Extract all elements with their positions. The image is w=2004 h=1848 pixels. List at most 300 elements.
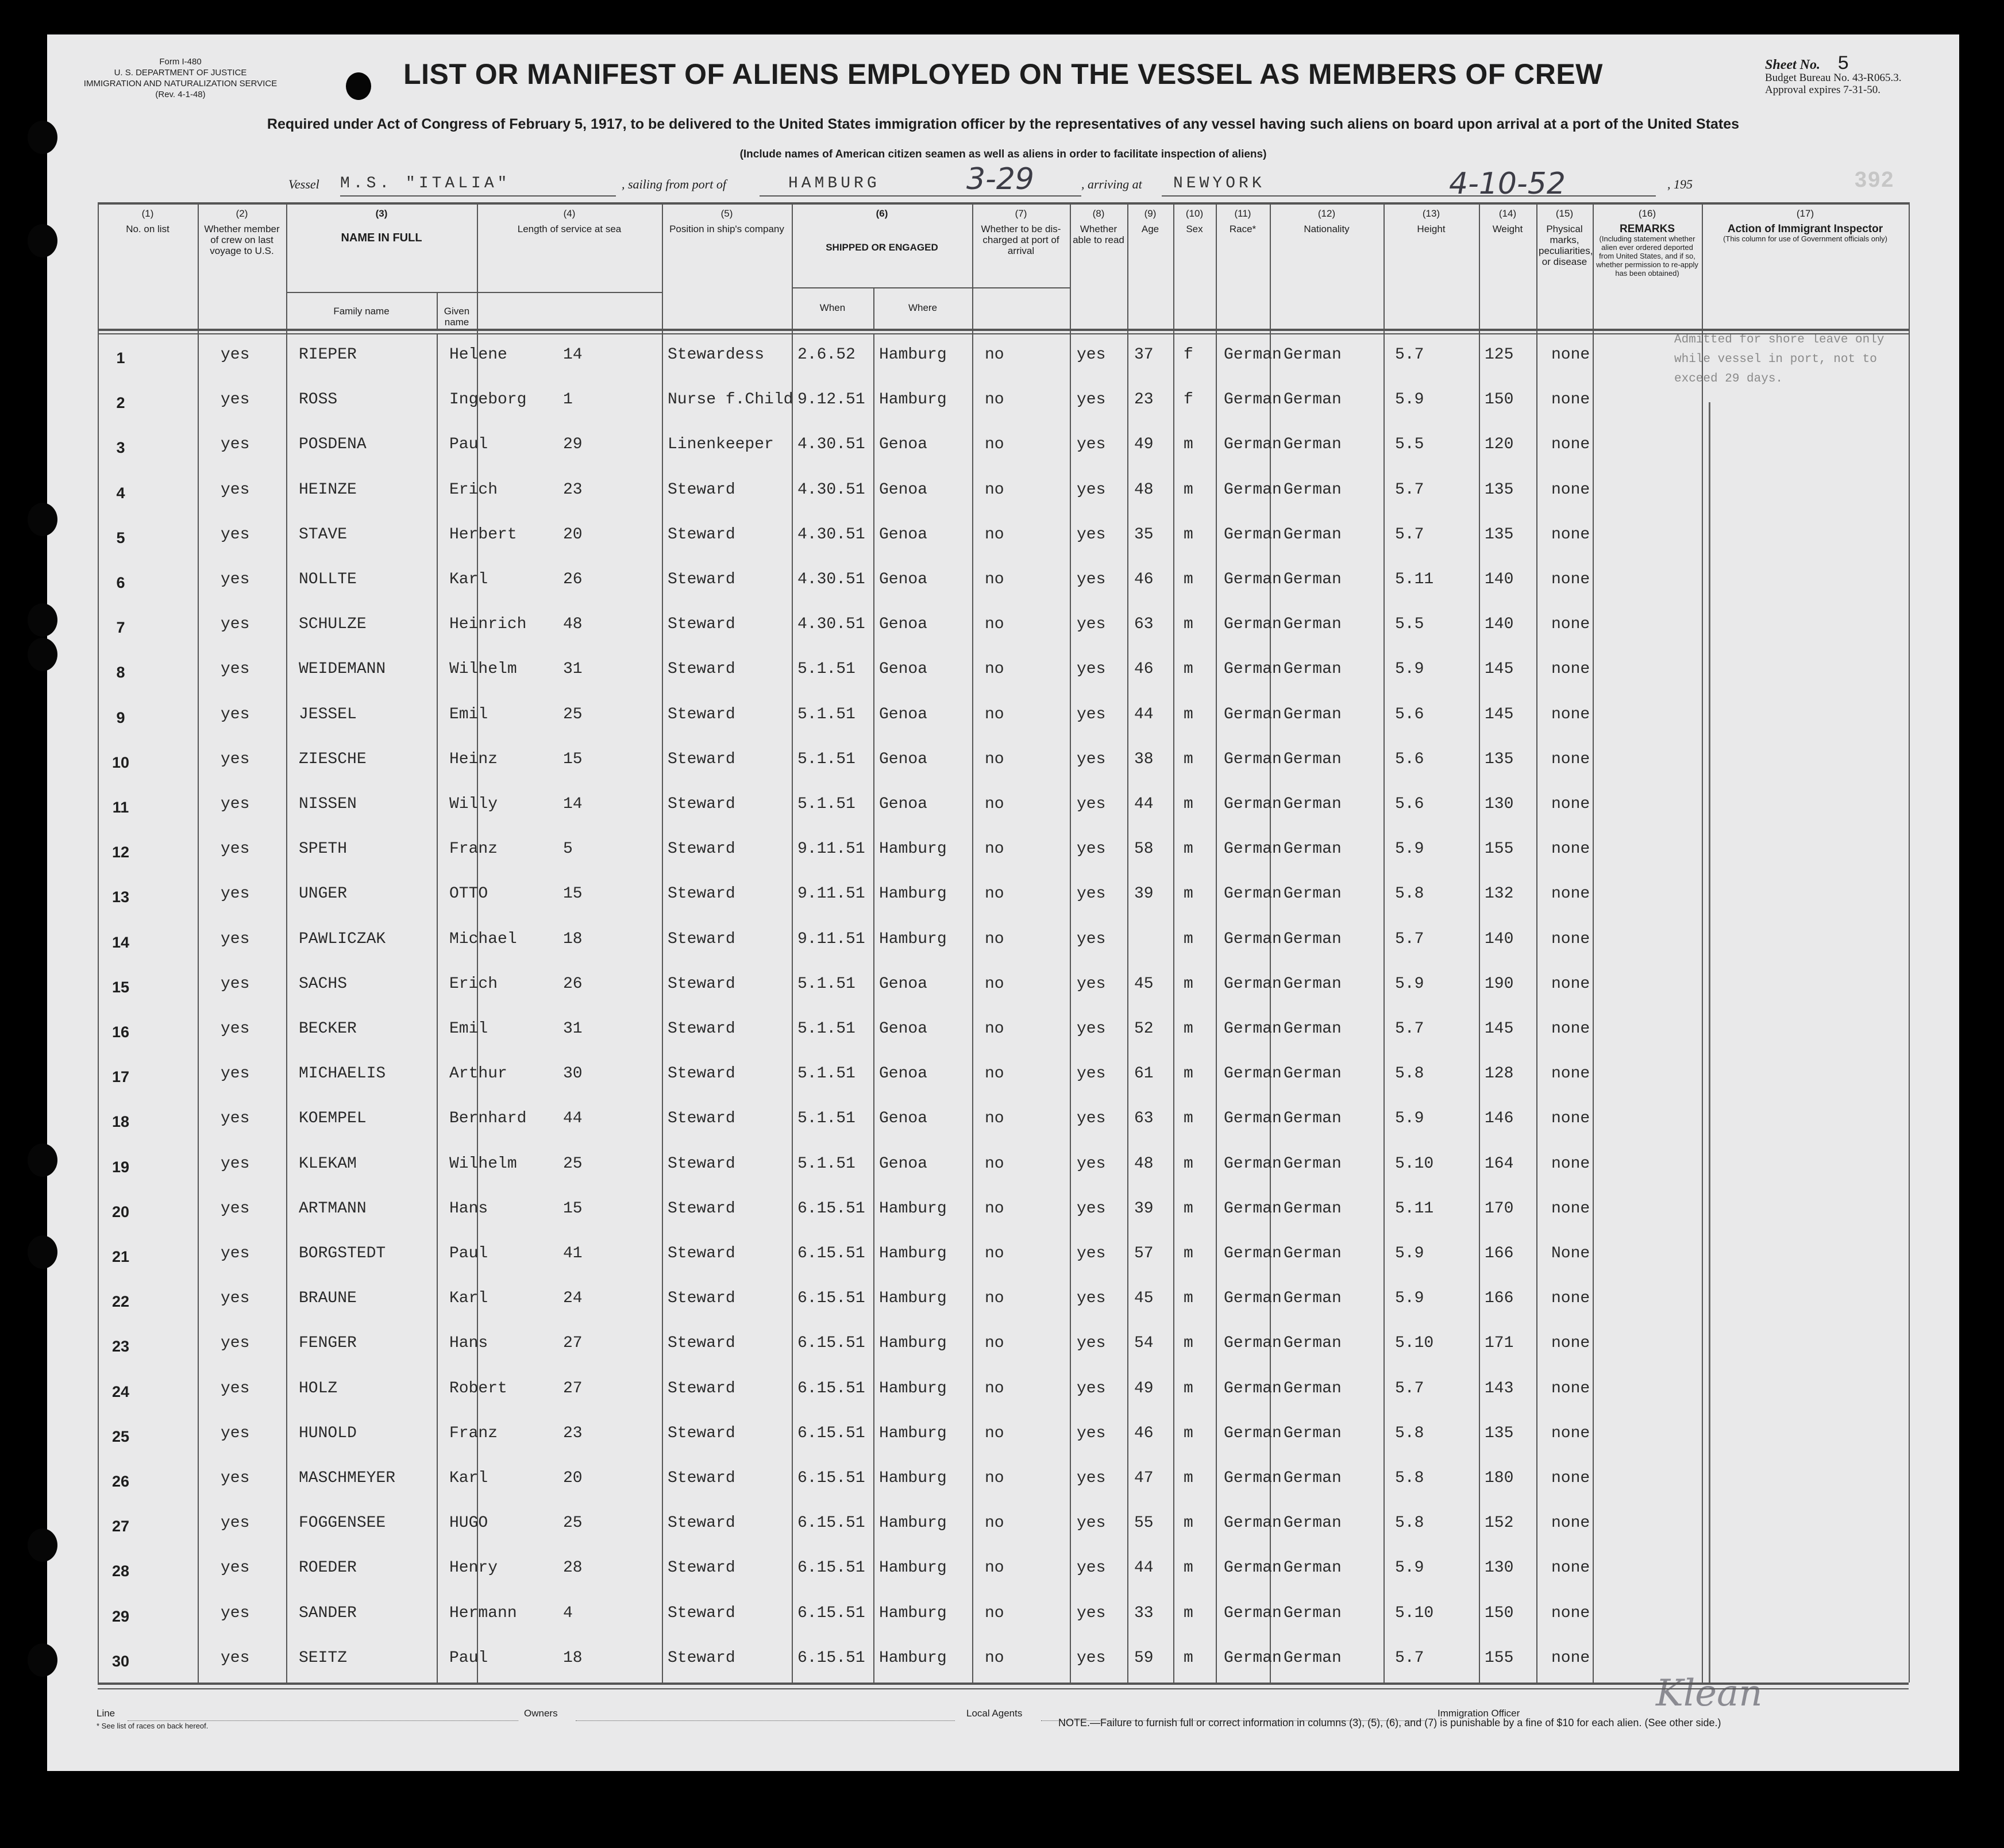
punch-hole xyxy=(28,1529,57,1562)
cell-when: 9.11.51 xyxy=(797,930,865,948)
cell-height: 5.9 xyxy=(1395,1559,1424,1577)
cell-given: Arthur xyxy=(449,1065,507,1083)
cell-age: 23 xyxy=(1134,391,1154,409)
cell-family: RIEPER xyxy=(299,346,357,364)
cell-family: KLEKAM xyxy=(299,1154,357,1173)
cell-marks: none xyxy=(1551,1424,1590,1442)
cell-discharged: no xyxy=(985,795,1004,813)
cell-when: 5.1.51 xyxy=(797,975,855,993)
cell-when: 5.1.51 xyxy=(797,1065,855,1083)
manifest-sheet xyxy=(47,34,1959,1771)
cell-height: 5.9 xyxy=(1395,1245,1424,1262)
cell-when: 9.11.51 xyxy=(797,885,865,903)
cell-read: yes xyxy=(1077,1334,1106,1353)
cell-position: Steward xyxy=(668,885,735,903)
row-number: 11 xyxy=(112,799,129,816)
cell-given: Wilhelm xyxy=(449,1154,517,1173)
cell-sex: m xyxy=(1184,1469,1193,1487)
cell-marks: none xyxy=(1551,1110,1590,1128)
row-number: 9 xyxy=(116,709,125,726)
header-length-of-service-num: (4) xyxy=(563,208,576,219)
cell-height: 5.10 xyxy=(1395,1604,1434,1622)
cell-family: SPETH xyxy=(299,840,348,858)
cell-race: German xyxy=(1224,1604,1282,1622)
cell-given: HUGO xyxy=(449,1514,488,1533)
cell-when: 6.15.51 xyxy=(797,1245,865,1262)
row-number: 7 xyxy=(116,619,125,637)
cell-height: 5.7 xyxy=(1395,480,1424,499)
row-number: 3 xyxy=(116,439,125,457)
cell-weight: 140 xyxy=(1485,930,1514,948)
cell-when: 4.30.51 xyxy=(797,571,865,588)
cell-nationality: German xyxy=(1284,571,1342,588)
cell-family: NISSEN xyxy=(299,795,357,813)
cell-when: 6.15.51 xyxy=(797,1604,865,1622)
cell-race: German xyxy=(1224,660,1282,679)
cell-discharged: no xyxy=(985,615,1004,634)
header-age xyxy=(1130,208,1171,234)
punch-hole xyxy=(28,1235,57,1269)
cell-given: Paul xyxy=(449,1245,488,1262)
grid-line xyxy=(1127,202,1128,1683)
cell-when: 5.1.51 xyxy=(797,1020,855,1038)
cell-weight: 171 xyxy=(1485,1334,1514,1353)
budget-number: Budget Bureau No. 43-R065.3. xyxy=(1765,72,1902,84)
cell-height: 5.5 xyxy=(1395,615,1424,634)
cell-weight: 166 xyxy=(1485,1289,1514,1308)
cell-sex: m xyxy=(1184,705,1193,723)
cell-race: German xyxy=(1224,1065,1282,1083)
cell-age: 59 xyxy=(1134,1649,1154,1667)
cell-given: Karl xyxy=(449,571,488,588)
cell-where: Genoa xyxy=(879,1065,928,1083)
header-able-to-read-num: (8) xyxy=(1092,208,1105,219)
cell-service: 25 xyxy=(563,1154,583,1173)
cell-given: Robert xyxy=(449,1379,507,1397)
footer-line-label: Line xyxy=(97,1708,115,1719)
row-number: 24 xyxy=(111,1383,130,1400)
cell-age: 48 xyxy=(1134,1154,1154,1173)
cell-position: Steward xyxy=(668,1334,735,1353)
cell-when: 9.12.51 xyxy=(797,391,865,409)
cell-marks: none xyxy=(1551,346,1590,364)
cell-height: 5.9 xyxy=(1395,660,1424,679)
row-number: 21 xyxy=(111,1248,130,1265)
cell-age: 52 xyxy=(1134,1020,1154,1038)
cell-crew: yes xyxy=(221,1020,250,1038)
cell-marks: none xyxy=(1551,391,1590,409)
cell-weight: 135 xyxy=(1485,750,1514,768)
cell-when: 6.15.51 xyxy=(797,1514,865,1533)
footer-owners-label: Owners xyxy=(524,1708,558,1719)
cell-given: Karl xyxy=(449,1469,488,1487)
cell-marks: none xyxy=(1551,1020,1590,1038)
header-shipped-engaged xyxy=(794,208,970,253)
cell-race: German xyxy=(1224,391,1282,409)
header-physical-marks-num: (15) xyxy=(1555,208,1574,219)
cell-given: Franz xyxy=(449,1424,498,1442)
cell-family: FENGER xyxy=(299,1334,357,1353)
header-height xyxy=(1386,208,1477,234)
cell-nationality: German xyxy=(1284,1559,1342,1577)
header-sex-label: Sex xyxy=(1186,224,1203,234)
cell-crew: yes xyxy=(221,660,250,679)
cell-discharged: no xyxy=(985,436,1004,454)
cell-marks: none xyxy=(1551,795,1590,813)
cell-when: 6.15.51 xyxy=(797,1289,865,1308)
cell-position: Steward xyxy=(668,1065,735,1083)
cell-sex: f xyxy=(1184,391,1193,409)
header-race-num: (11) xyxy=(1234,208,1251,219)
cell-weight: 128 xyxy=(1485,1065,1514,1083)
cell-height: 5.8 xyxy=(1395,1469,1424,1487)
cell-family: ARTMANN xyxy=(299,1199,367,1218)
cell-nationality: German xyxy=(1284,1065,1342,1083)
cell-family: HUNOLD xyxy=(299,1424,357,1442)
remarks-line-1: Admitted for shore leave only xyxy=(1674,333,1884,346)
punch-hole xyxy=(28,638,57,671)
header-crew-last-voyage-label: Whether member of crew on last voyage to U.S. xyxy=(204,224,280,256)
include-note: (Include names of American citizen seamen as well as aliens in order to facilitate inspection of aliens) xyxy=(739,148,1267,160)
cell-marks: none xyxy=(1551,1199,1590,1218)
cell-position: Steward xyxy=(668,571,735,588)
cell-family: SANDER xyxy=(299,1604,357,1622)
cell-nationality: German xyxy=(1284,1649,1342,1667)
cell-read: yes xyxy=(1077,840,1106,858)
cell-sex: m xyxy=(1184,1199,1193,1218)
header-remarks-label: REMARKS xyxy=(1619,223,1675,235)
port-from-underline xyxy=(760,195,1081,197)
cell-given: Bernhard xyxy=(449,1110,527,1128)
cell-position: Steward xyxy=(668,795,735,813)
cell-family: HEINZE xyxy=(299,480,357,499)
cell-age: 58 xyxy=(1134,840,1154,858)
cell-discharged: no xyxy=(985,525,1004,544)
fine-note: NOTE.—Failure to furnish full or correct information in columns (3), (5), (6), and (7) is punishable by a fine of $10 for each alien. (See other side.) xyxy=(1058,1717,1721,1728)
header-nationality xyxy=(1272,208,1381,234)
cell-family: ZIESCHE xyxy=(299,750,367,768)
cell-crew: yes xyxy=(221,1245,250,1262)
cell-where: Hamburg xyxy=(879,840,947,858)
cell-service: 31 xyxy=(563,1020,583,1038)
cell-weight: 120 xyxy=(1485,436,1514,454)
cell-age: 39 xyxy=(1134,885,1154,903)
header-length-of-service xyxy=(479,208,660,234)
cell-read: yes xyxy=(1077,1110,1106,1128)
cell-sex: m xyxy=(1184,885,1193,903)
header-action-inspector-num: (17) xyxy=(1796,208,1814,219)
cell-given: Hans xyxy=(449,1199,488,1218)
cell-race: German xyxy=(1224,750,1282,768)
header-position xyxy=(664,208,789,234)
cell-height: 5.6 xyxy=(1395,750,1424,768)
cell-position: Steward xyxy=(668,480,735,499)
cell-nationality: German xyxy=(1284,1110,1342,1128)
cell-marks: none xyxy=(1551,750,1590,768)
cell-weight: 170 xyxy=(1485,1199,1514,1218)
cell-family: BECKER xyxy=(299,1020,357,1038)
races-note: * See list of races on back hereof. xyxy=(97,1722,209,1730)
cell-given: Michael xyxy=(449,930,517,948)
cell-where: Hamburg xyxy=(879,1469,947,1487)
cell-age: 57 xyxy=(1134,1245,1154,1262)
grid-line xyxy=(286,292,662,293)
header-family-name: Family name xyxy=(333,306,390,317)
cell-position: Steward xyxy=(668,1245,735,1262)
cell-position: Steward xyxy=(668,750,735,768)
cell-family: HOLZ xyxy=(299,1379,338,1397)
header-weight-label: Weight xyxy=(1492,224,1523,234)
cell-where: Hamburg xyxy=(879,1604,947,1622)
stamp-number: 392 xyxy=(1855,168,1895,192)
cell-weight: 135 xyxy=(1485,480,1514,499)
row-number: 1 xyxy=(116,349,125,367)
cell-race: German xyxy=(1224,1334,1282,1353)
grid-line xyxy=(1909,202,1910,1683)
cell-family: BRAUNE xyxy=(299,1289,357,1308)
cell-given: Emil xyxy=(449,1020,488,1038)
cell-service: 5 xyxy=(563,840,573,858)
year-label: , 195 xyxy=(1667,177,1693,191)
cell-service: 28 xyxy=(563,1559,583,1577)
cell-where: Genoa xyxy=(879,795,928,813)
cell-service: 18 xyxy=(563,1649,583,1667)
cell-when: 6.15.51 xyxy=(797,1199,865,1218)
cell-position: Steward xyxy=(668,1469,735,1487)
cell-weight: 135 xyxy=(1485,1424,1514,1442)
inspector-signature: Klean xyxy=(1656,1672,1763,1715)
cell-age: 46 xyxy=(1134,1424,1154,1442)
row-number: 14 xyxy=(111,933,130,951)
cell-discharged: no xyxy=(985,1199,1004,1218)
cell-nationality: German xyxy=(1284,1379,1342,1397)
header-name-in-full xyxy=(288,208,475,244)
cell-height: 5.8 xyxy=(1395,1514,1424,1533)
cell-discharged: no xyxy=(985,750,1004,768)
punch-hole xyxy=(28,224,57,257)
arrival-date: 4-10-52 xyxy=(1449,167,1566,201)
row-number: 6 xyxy=(116,574,125,591)
row-number: 15 xyxy=(111,978,130,996)
cell-height: 5.7 xyxy=(1395,346,1424,364)
cell-family: UNGER xyxy=(299,885,348,903)
grid-line xyxy=(972,202,973,1683)
cell-race: German xyxy=(1224,885,1282,903)
grid-line xyxy=(98,1688,1909,1689)
header-able-to-read-label: Whether able to read xyxy=(1073,224,1124,245)
cell-height: 5.11 xyxy=(1395,1199,1434,1218)
cell-position: Steward xyxy=(668,525,735,544)
cell-height: 5.10 xyxy=(1395,1334,1434,1353)
port-to: NEWYORK xyxy=(1173,175,1265,192)
cell-family: PAWLICZAK xyxy=(299,930,386,948)
row-number: 28 xyxy=(111,1562,130,1580)
footer-owners-rule xyxy=(576,1720,955,1721)
cell-nationality: German xyxy=(1284,975,1342,993)
cell-position: Steward xyxy=(668,975,735,993)
cell-race: German xyxy=(1224,1199,1282,1218)
cell-weight: 130 xyxy=(1485,795,1514,813)
row-number: 17 xyxy=(111,1068,130,1086)
cell-where: Genoa xyxy=(879,750,928,768)
grid-line xyxy=(98,333,1909,334)
cell-position: Steward xyxy=(668,1289,735,1308)
header-crew-last-voyage xyxy=(200,208,284,256)
row-number: 29 xyxy=(111,1607,130,1625)
cell-discharged: no xyxy=(985,1110,1004,1128)
cell-where: Genoa xyxy=(879,1020,928,1038)
sailing-date: 3-29 xyxy=(966,162,1035,197)
cell-read: yes xyxy=(1077,930,1106,948)
header-nationality-num: (12) xyxy=(1317,208,1336,219)
cell-when: 9.11.51 xyxy=(797,840,865,858)
cell-family: MICHAELIS xyxy=(299,1065,386,1083)
cell-nationality: German xyxy=(1284,1245,1342,1262)
header-height-label: Height xyxy=(1417,224,1446,234)
cell-position: Stewardess xyxy=(668,346,765,364)
sheet-number-block xyxy=(1765,53,1949,96)
cell-service: 25 xyxy=(563,705,583,723)
cell-given: Heinz xyxy=(449,750,498,768)
cell-service: 48 xyxy=(563,615,583,634)
cell-crew: yes xyxy=(221,840,250,858)
grid-line xyxy=(1536,202,1537,1683)
cell-age: 37 xyxy=(1134,346,1154,364)
cell-given: Helene xyxy=(449,346,507,364)
cell-age: 63 xyxy=(1134,615,1154,634)
cell-sex: m xyxy=(1184,1245,1193,1262)
cell-race: German xyxy=(1224,930,1282,948)
cell-discharged: no xyxy=(985,1154,1004,1173)
header-discharged-label: Whether to be dis-charged at port of arrival xyxy=(981,224,1061,256)
cell-discharged: no xyxy=(985,1020,1004,1038)
cell-height: 5.7 xyxy=(1395,930,1424,948)
header-position-num: (5) xyxy=(720,208,733,219)
remarks-stamp xyxy=(1674,330,1884,389)
cell-crew: yes xyxy=(221,1065,250,1083)
grid-line xyxy=(1702,202,1703,1683)
row-number: 2 xyxy=(116,394,125,412)
cell-service: 27 xyxy=(563,1379,583,1397)
cell-age: 35 xyxy=(1134,525,1154,544)
port-from: HAMBURG xyxy=(788,175,880,192)
cell-crew: yes xyxy=(221,1154,250,1173)
footer-officer-label: Immigration Officer xyxy=(1438,1708,1520,1719)
cell-crew: yes xyxy=(221,346,250,364)
cell-read: yes xyxy=(1077,436,1106,454)
cell-read: yes xyxy=(1077,1154,1106,1173)
cell-where: Genoa xyxy=(879,615,928,634)
cell-crew: yes xyxy=(221,1110,250,1128)
cell-read: yes xyxy=(1077,1020,1106,1038)
cell-discharged: no xyxy=(985,975,1004,993)
cell-sex: m xyxy=(1184,660,1193,679)
cell-age: 49 xyxy=(1134,1379,1154,1397)
cell-nationality: German xyxy=(1284,750,1342,768)
cell-age: 63 xyxy=(1134,1110,1154,1128)
cell-crew: yes xyxy=(221,1424,250,1442)
cell-race: German xyxy=(1224,1289,1282,1308)
header-sex xyxy=(1176,208,1213,234)
cell-marks: none xyxy=(1551,975,1590,993)
cell-where: Genoa xyxy=(879,975,928,993)
cell-when: 6.15.51 xyxy=(797,1379,865,1397)
cell-marks: none xyxy=(1551,660,1590,679)
cell-race: German xyxy=(1224,615,1282,634)
cell-race: German xyxy=(1224,525,1282,544)
cell-sex: m xyxy=(1184,1154,1193,1173)
cell-read: yes xyxy=(1077,391,1106,409)
cell-when: 5.1.51 xyxy=(797,1110,855,1128)
cell-where: Genoa xyxy=(879,571,928,588)
cell-read: yes xyxy=(1077,1379,1106,1397)
cell-sex: m xyxy=(1184,795,1193,813)
arriving-label: , arriving at xyxy=(1081,177,1142,191)
cell-given: Heinrich xyxy=(449,615,527,634)
cell-nationality: German xyxy=(1284,525,1342,544)
cell-read: yes xyxy=(1077,795,1106,813)
header-action-inspector-label: Action of Immigrant Inspector xyxy=(1727,223,1883,235)
grid-line xyxy=(662,202,663,1683)
cell-nationality: German xyxy=(1284,1334,1342,1353)
cell-when: 5.1.51 xyxy=(797,705,855,723)
cell-sex: m xyxy=(1184,1334,1193,1353)
footer-agents-label: Local Agents xyxy=(966,1708,1023,1719)
cell-age: 45 xyxy=(1134,975,1154,993)
cell-crew: yes xyxy=(221,1604,250,1622)
cell-given: Henry xyxy=(449,1559,498,1577)
cell-marks: none xyxy=(1551,1334,1590,1353)
cell-read: yes xyxy=(1077,750,1106,768)
cell-race: German xyxy=(1224,840,1282,858)
sheet-number: 5 xyxy=(1837,53,1849,75)
cell-age: 48 xyxy=(1134,480,1154,499)
header-race-label: Race* xyxy=(1229,224,1257,234)
cell-height: 5.8 xyxy=(1395,1424,1424,1442)
cell-crew: yes xyxy=(221,436,250,454)
cell-race: German xyxy=(1224,480,1282,499)
cell-weight: 146 xyxy=(1485,1110,1514,1128)
cell-age: 46 xyxy=(1134,571,1154,588)
cell-when: 5.1.51 xyxy=(797,1154,855,1173)
cell-crew: yes xyxy=(221,615,250,634)
cell-where: Hamburg xyxy=(879,1514,947,1533)
cell-discharged: no xyxy=(985,1245,1004,1262)
cell-weight: 143 xyxy=(1485,1379,1514,1397)
grid-line xyxy=(1216,202,1217,1683)
cell-crew: yes xyxy=(221,391,250,409)
cell-where: Hamburg xyxy=(879,391,947,409)
grid-line xyxy=(98,329,1909,331)
cell-when: 5.1.51 xyxy=(797,660,855,679)
cell-marks: none xyxy=(1551,930,1590,948)
grid-line xyxy=(98,202,1909,205)
remarks-line-2: while vessel in port, not to xyxy=(1674,353,1877,366)
cell-read: yes xyxy=(1077,1245,1106,1262)
grid-line xyxy=(792,287,1070,288)
cell-race: German xyxy=(1224,975,1282,993)
cell-discharged: no xyxy=(985,885,1004,903)
remarks-line-3: exceed 29 days. xyxy=(1674,372,1783,386)
cell-service: 15 xyxy=(563,1199,583,1218)
cell-family: JESSEL xyxy=(299,705,357,723)
cell-sex: m xyxy=(1184,480,1193,499)
header-remarks xyxy=(1596,208,1698,278)
cell-age: 33 xyxy=(1134,1604,1154,1622)
cell-family: ROSS xyxy=(299,391,338,409)
cell-sex: m xyxy=(1184,1020,1193,1038)
grid-line xyxy=(1479,202,1480,1683)
